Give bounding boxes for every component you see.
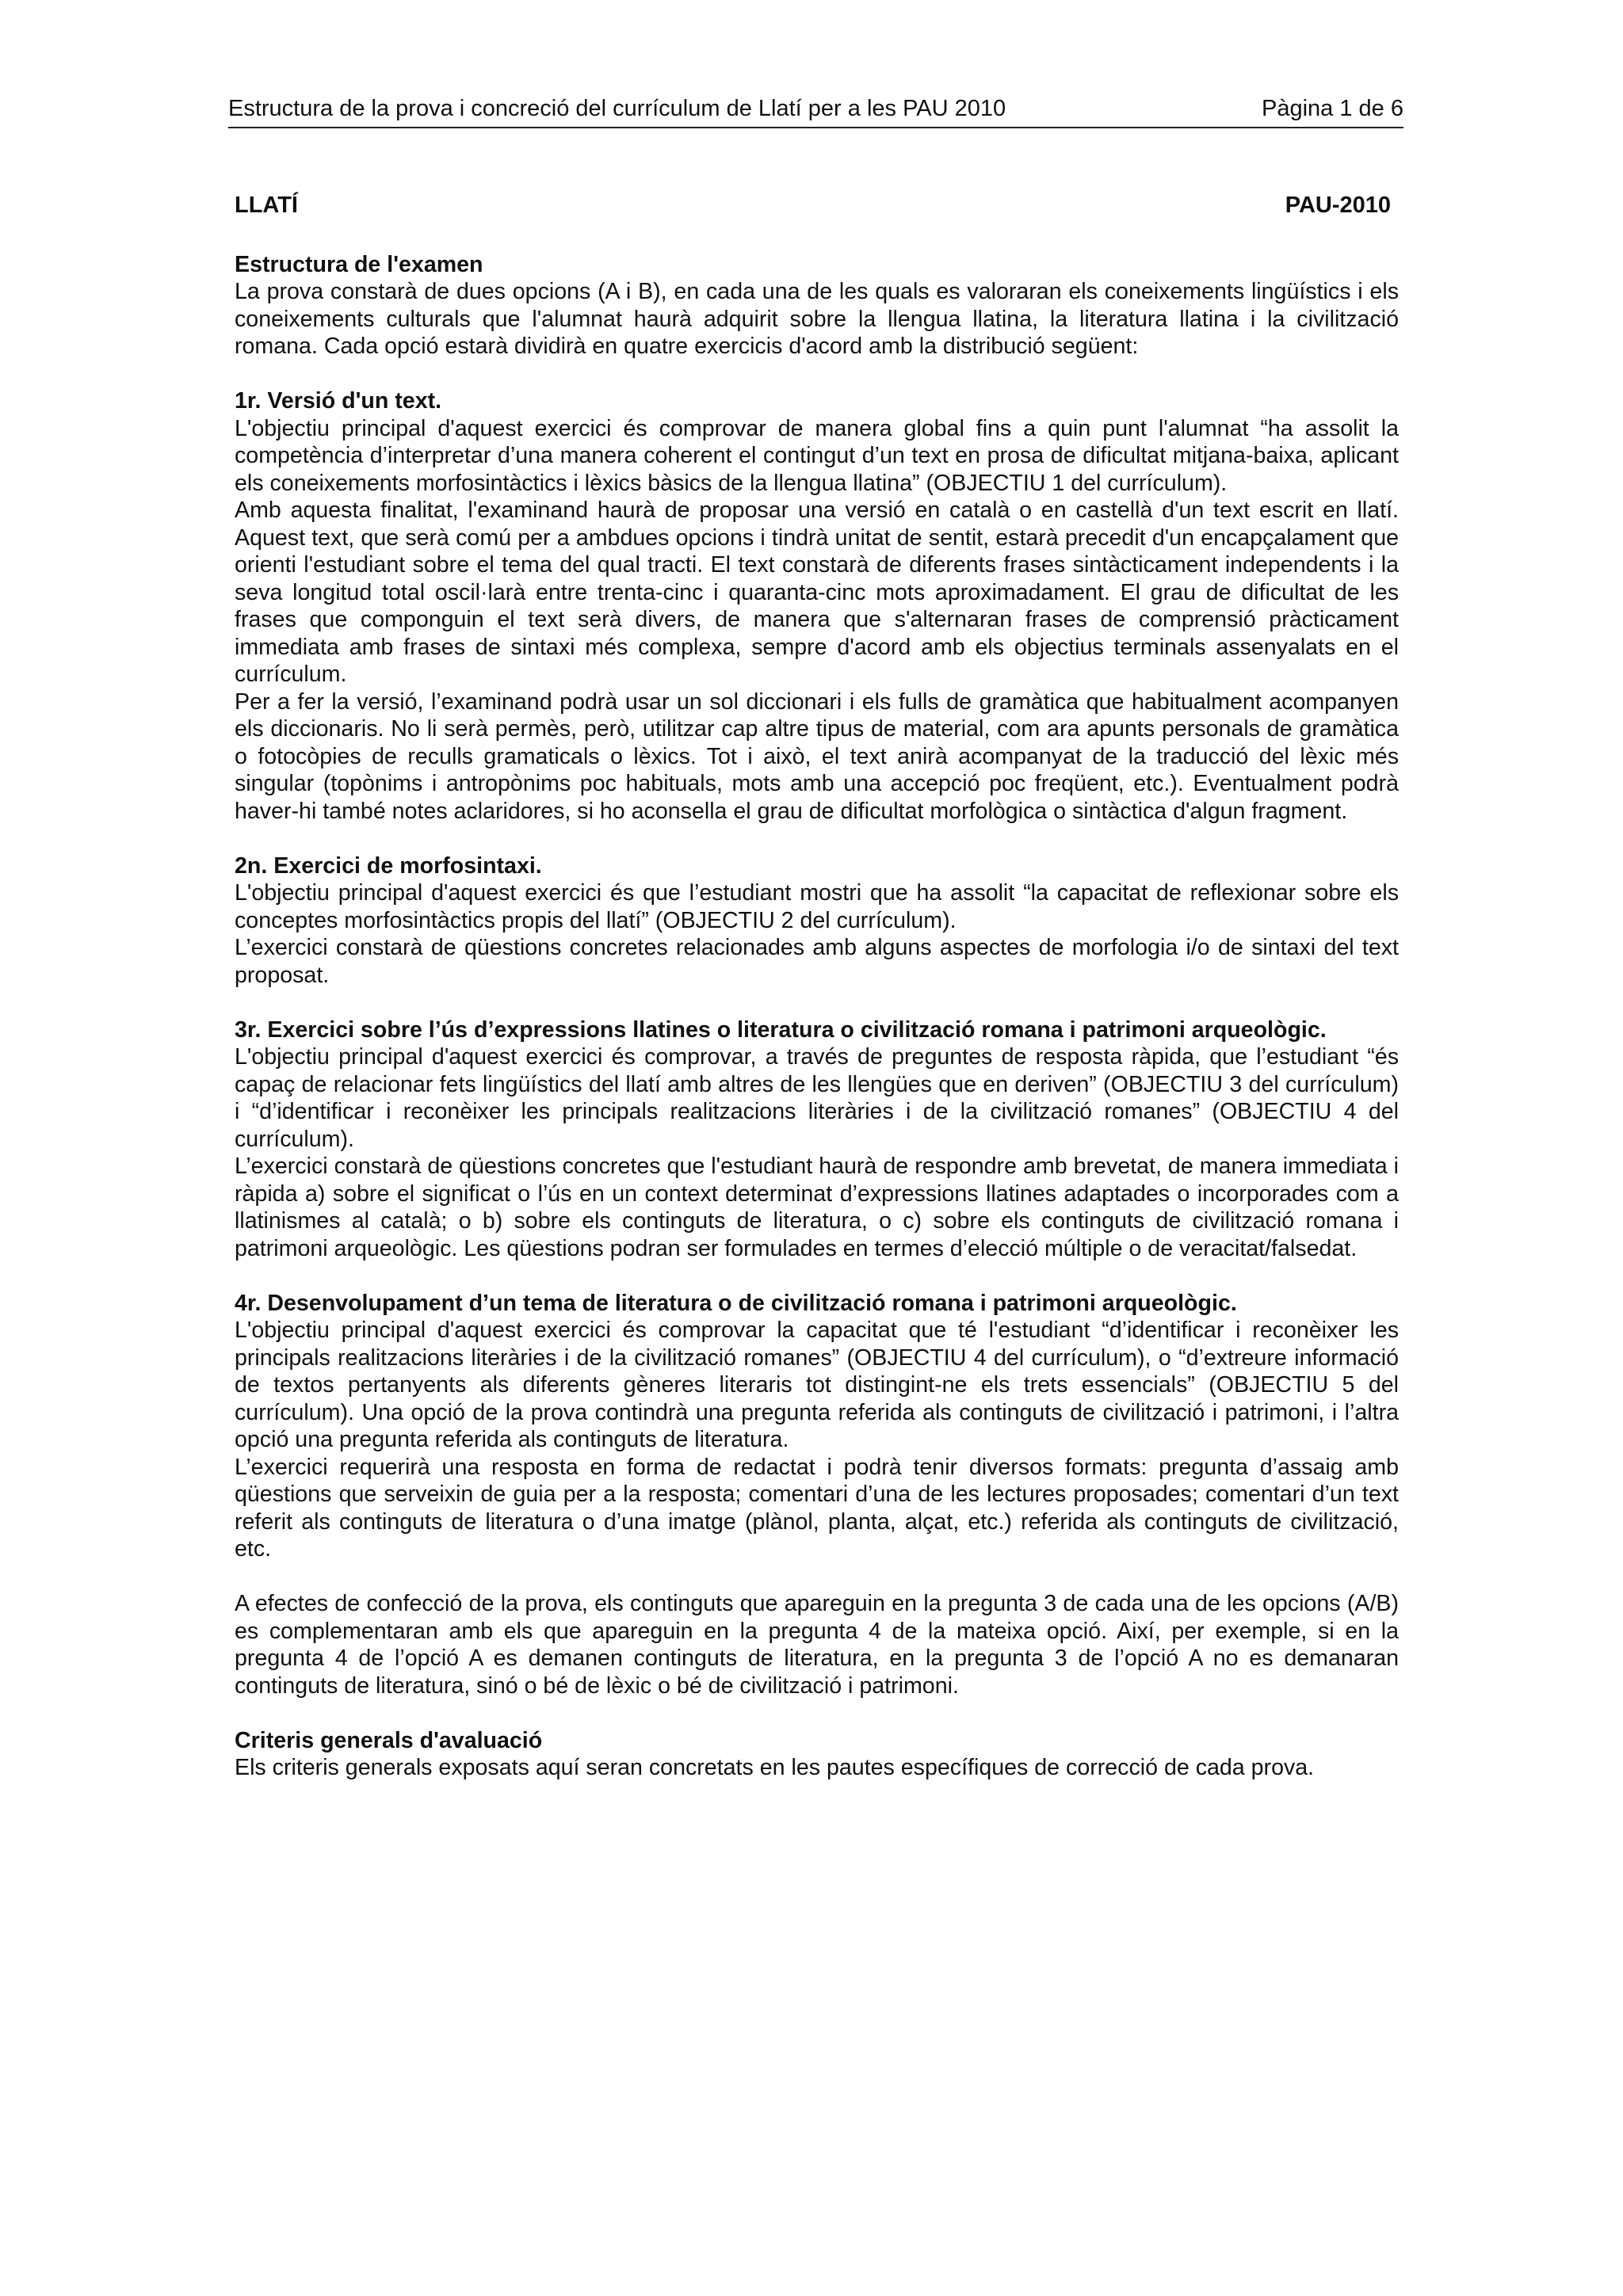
section-efectes xyxy=(235,1590,1399,1699)
section-4-desenvolupament xyxy=(235,1290,1399,1563)
section-heading: 4r. Desenvolupament d’un tema de literatura o de civilització romana i patrimoni arqueològic. xyxy=(235,1290,1237,1316)
section-1-versio xyxy=(235,387,1399,825)
section-heading: Estructura de l'examen xyxy=(235,251,483,277)
paragraph: L’exercici constarà de qüestions concretes que l'estudiant haurà de respondre amb brevetat, de manera immediata i ràpida a) sobre el significat o l’ús en un context determinat d’expressions llatines adaptades o incorporades com a llatinismes al català; o b) sobre els continguts de literatura, o c) sobre els continguts de civilització romana i patrimoni arqueològic. Les qüestions podran ser formulades en termes d’elecció múltiple o de veracitat/falsedat. xyxy=(235,1154,1399,1261)
exam-code: PAU-2010 xyxy=(1285,193,1391,218)
paragraph: La prova constarà de dues opcions (A i B), en cada una de les quals es valoraran els coneixements lingüístics i els coneixements culturals que l'alumnat haurà adquirit sobre la llengua llatina, la literatura llatina i la civilització romana. Cada opció estarà dividirà en quatre exercicis d'acord amb la distribució següent: xyxy=(235,279,1399,359)
paragraph: L’exercici constarà de qüestions concretes relacionades amb alguns aspectes de morfologia i/o de sintaxi del text proposat. xyxy=(235,935,1399,988)
document-body xyxy=(235,192,1399,1782)
section-heading: 3r. Exercici sobre l’ús d’expressions llatines o literatura o civilització romana i patrimoni arqueològic. xyxy=(235,1016,1327,1043)
title-row xyxy=(235,192,1399,219)
paragraph: L'objectiu principal d'aquest exercici és comprovar la capacitat que té l'estudiant “d’identificar i reconèixer les principals realitzacions literàries i de la civilització romanes” (OBJECTIU 4 del currículum), o “d’extreure informació de textos pertanyents als diferents gèneres literaris tot distingint-ne els trets essencials” (OBJECTIU 5 del currículum). Una opció de la prova contindrà una pregunta referida als continguts de civilització i patrimoni, i l’altra opció una pregunta referida als continguts de literatura. xyxy=(235,1318,1399,1452)
paragraph: L’exercici requerirà una resposta en forma de redactat i podrà tenir diversos formats: pregunta d’assaig amb qüestions que serveixin de guia per a la resposta; comentari d’una de les lectures proposades; comentari d’un text referit als continguts de literatura o d’una imatge (plànol, planta, alçat, etc.) referida als continguts de civilització, etc. xyxy=(235,1454,1399,1562)
paragraph: Amb aquesta finalitat, l'examinand haurà de proposar una versió en català o en castellà d'un text escrit en llatí. Aquest text, que serà comú per a ambdues opcions i tindrà unitat de sentit, estarà precedit d'un encapçalament que orienti l'estudiant sobre el tema del qual tracti. El text constarà de diferents frases sintàcticament independents i la seva longitud total oscil·larà entre trenta-cinc i quaranta-cinc mots aproximadament. El grau de dificultat de les frases que componguin el text serà divers, de manera que s'alternaran frases de comprensió pràcticament immediata amb frases de sintaxi més complexa, sempre d'acord amb els objectius terminals assenyalats en el currículum. xyxy=(235,498,1399,687)
section-3-expressions xyxy=(235,1016,1399,1263)
running-title: Estructura de la prova i concreció del currículum de Llatí per a les PAU 2010 xyxy=(228,96,1006,121)
subject-title: LLATÍ xyxy=(235,193,298,218)
section-heading: 1r. Versió d'un text. xyxy=(235,388,442,414)
section-heading: Criteris generals d'avaluació xyxy=(235,1727,543,1753)
paragraph: L'objectiu principal d'aquest exercici és que l’estudiant mostri que ha assolit “la capacitat de reflexionar sobre els conceptes morfosintàctics propis del llatí” (OBJECTIU 2 del currículum). xyxy=(235,880,1399,933)
paragraph: L'objectiu principal d'aquest exercici és comprovar de manera global fins a quin punt l'alumnat “ha assolit la competència d’interpretar d’una manera coherent el contingut d’un text en prosa de dificultat mitjana-baixa, aplicant els coneixements morfosintàctics i lèxics bàsics de la llengua llatina” (OBJECTIU 1 del currículum). xyxy=(235,415,1399,496)
paragraph: Per a fer la versió, l’examinand podrà usar un sol diccionari i els fulls de gramàtica que habitualment acompanyen els diccionaris. No li serà permès, però, utilitzar cap altre tipus de material, com ara apunts personals de gramàtica o fotocòpies de reculls gramaticals o lèxics. Tot i això, el text anirà acompanyat de la traducció del lèxic més singular (topònims i antropònims poc habituals, mots amb una accepció poc freqüent, etc.). Eventualment podrà haver-hi també notes aclaridores, si ho aconsella el grau de dificultat morfològica o sintàctica d'algun fragment. xyxy=(235,688,1399,824)
page-number: Pàgina 1 de 6 xyxy=(1262,96,1403,121)
section-estructura xyxy=(235,251,1399,360)
paragraph: A efectes de confecció de la prova, els continguts que apareguin en la pregunta 3 de cada una de les opcions (A/B) es complementaran amb els que apareguin en la pregunta 4 de la mateixa opció. Així, per exemple, si en la pregunta 4 de l’opció A es demanen continguts de literatura, en la pregunta 3 de l’opció A no es demanaran continguts de literatura, sinó o bé de lèxic o bé de civilització i patrimoni. xyxy=(235,1591,1399,1699)
paragraph: L'objectiu principal d'aquest exercici és comprovar, a través de preguntes de resposta ràpida, que l’estudiant “és capaç de relacionar fets lingüístics del llatí amb altres de les llengües que en deriven” (OBJECTIU 3 del currículum) i “d’identificar i reconèixer les principals realitzacions literàries i de la civilització romanes” (OBJECTIU 4 del currículum). xyxy=(235,1044,1399,1152)
paragraph: Els criteris generals exposats aquí seran concretats en les pautes específiques de correcció de cada prova. xyxy=(235,1755,1315,1780)
section-criteris xyxy=(235,1727,1399,1782)
section-2-morfosintaxi xyxy=(235,852,1399,990)
section-heading: 2n. Exercici de morfosintaxi. xyxy=(235,852,542,879)
running-header xyxy=(228,93,1403,128)
